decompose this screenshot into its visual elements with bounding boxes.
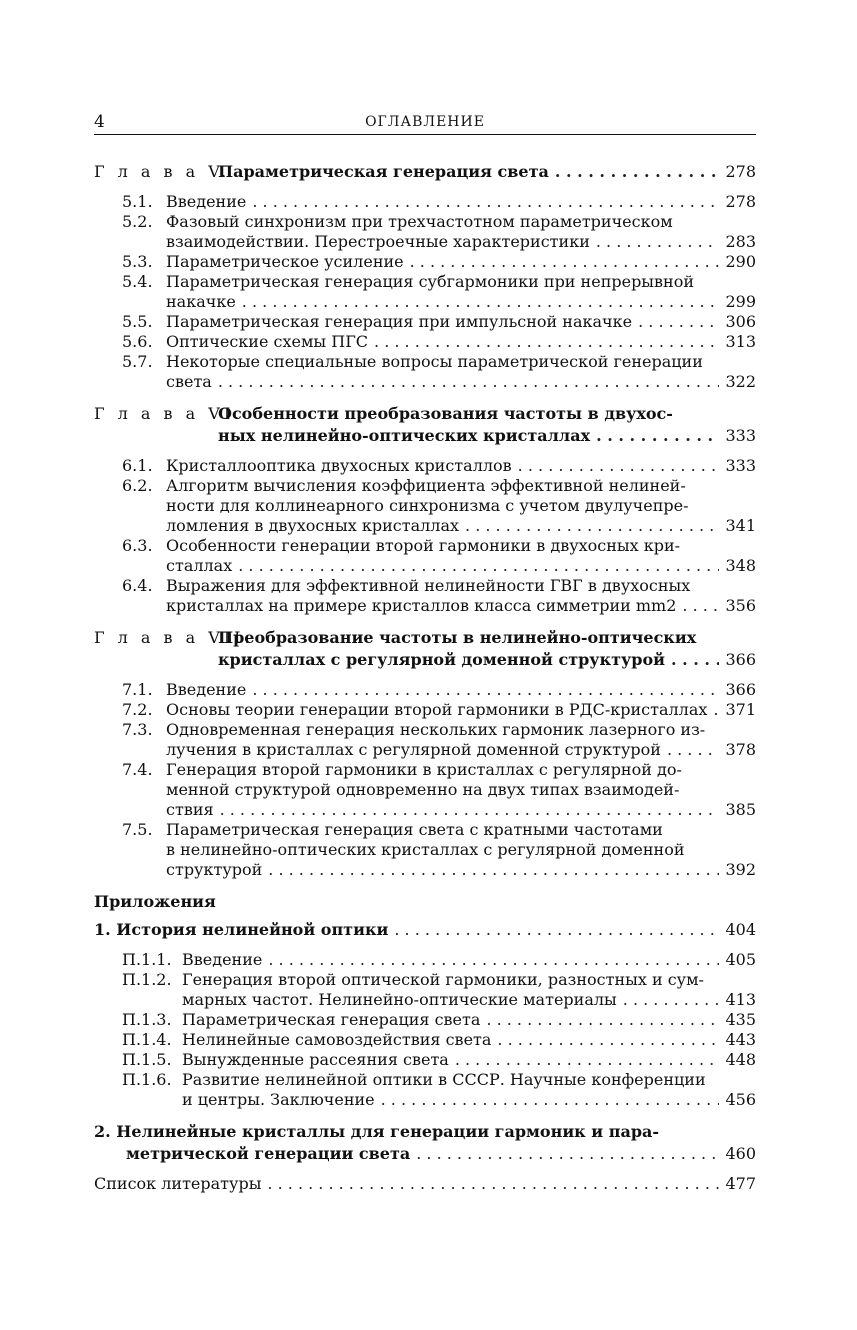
section-title: Генерация второй оптической гармоники, разностных и сум- xyxy=(182,970,704,989)
toc-entry-5-7-cont xyxy=(94,372,756,392)
page-ref: 366 xyxy=(725,650,756,669)
section-number: П.1.1. xyxy=(122,950,172,969)
section-title: структурой xyxy=(166,860,263,879)
page-ref: 477 xyxy=(725,1174,756,1193)
section-number: 6.2. xyxy=(122,476,153,495)
toc-entry-5-6[interactable] xyxy=(94,332,756,352)
section-title: Вынужденные рассеяния света xyxy=(182,1050,449,1069)
chapter-6-entry-cont xyxy=(94,426,756,446)
section-number: 5.3. xyxy=(122,252,153,271)
toc-entry-5-4-cont xyxy=(94,292,756,312)
toc-entry-7-4-cont2 xyxy=(94,800,756,820)
toc-entry-p-1-6-cont xyxy=(94,1090,756,1110)
chapter-7-entry[interactable] xyxy=(94,628,756,648)
section-title: менной структурой одновременно на двух типах взаимодей- xyxy=(166,780,680,799)
page-ref: 371 xyxy=(725,700,756,719)
section-title: ломления в двухосных кристаллах xyxy=(166,516,460,535)
page-ref: 306 xyxy=(725,312,756,331)
section-number: 6.1. xyxy=(122,456,153,475)
section-title: Оптические схемы ПГС xyxy=(166,332,369,351)
toc-entry-6-2-cont xyxy=(94,496,756,516)
appendix-part-2-entry-cont xyxy=(94,1144,756,1164)
section-title: Основы теории генерации второй гармоники в РДС-кристаллах xyxy=(166,700,708,719)
page-ref: 348 xyxy=(725,556,756,575)
page-ref: 333 xyxy=(725,426,756,445)
section-number: 6.4. xyxy=(122,576,153,595)
toc-entry-7-2[interactable] xyxy=(94,700,756,720)
page-ref: 278 xyxy=(725,162,756,181)
page-ref: 435 xyxy=(725,1010,756,1029)
page-ref: 322 xyxy=(725,372,756,391)
section-title: Введение xyxy=(182,950,263,969)
chapter-title: кристаллах с регулярной доменной структурой xyxy=(218,650,665,669)
section-title: сталлах xyxy=(166,556,233,575)
section-number: 5.5. xyxy=(122,312,153,331)
section-title: Нелинейные самовоздействия света xyxy=(182,1030,492,1049)
page-ref: 405 xyxy=(725,950,756,969)
toc-entry-7-5[interactable] xyxy=(94,820,756,840)
page-ref: 404 xyxy=(725,920,756,939)
section-title: лучения в кристаллах с регулярной доменной структурой xyxy=(166,740,661,759)
toc-entry-p-1-5[interactable] xyxy=(94,1050,756,1070)
section-title: Алгоритм вычисления коэффициента эффективной нелиней- xyxy=(166,476,686,495)
page-number: 4 xyxy=(94,112,105,132)
section-number: 5.4. xyxy=(122,272,153,291)
page-ref: 283 xyxy=(725,232,756,251)
toc-entry-6-2[interactable] xyxy=(94,476,756,496)
section-title: ствия xyxy=(166,800,214,819)
chapter-6-entry[interactable] xyxy=(94,404,756,424)
section-number: П.1.4. xyxy=(122,1030,172,1049)
section-number: 7.3. xyxy=(122,720,153,739)
section-title: Параметрическая генерация света xyxy=(182,1010,481,1029)
section-number: П.1.6. xyxy=(122,1070,172,1089)
page-ref: 443 xyxy=(725,1030,756,1049)
toc-entry-6-1[interactable] xyxy=(94,456,756,476)
chapter-title: Параметрическая генерация света xyxy=(218,162,549,181)
section-title: Генерация второй гармоники в кристаллах с регулярной до- xyxy=(166,760,682,779)
section-title: Параметрическое усиление xyxy=(166,252,404,271)
running-header xyxy=(94,110,756,135)
page-ref: 333 xyxy=(725,456,756,475)
toc-entry-7-4[interactable] xyxy=(94,760,756,780)
chapter-label: Г л а в а VII. xyxy=(94,628,254,647)
appendix-heading: Приложения xyxy=(94,892,216,911)
running-title: ОГЛАВЛЕНИЕ xyxy=(365,114,485,130)
chapter-5-entry[interactable] xyxy=(94,162,756,182)
section-title: Параметрическая генерация при импульсной накачке xyxy=(166,312,633,331)
section-title: Фазовый синхронизм при трехчастотном параметрическом xyxy=(166,212,673,231)
toc-entry-5-2-cont xyxy=(94,232,756,252)
toc-entry-7-5-cont xyxy=(94,840,756,860)
section-title: Выражения для эффективной нелинейности ГВГ в двухосных xyxy=(166,576,691,595)
section-title: Кристаллооптика двухосных кристаллов xyxy=(166,456,512,475)
section-title: Особенности генерации второй гармоники в двухосных кри- xyxy=(166,536,681,555)
section-title: Параметрическая генерация субгармоники при непрерывной xyxy=(166,272,695,291)
toc-entry-6-4[interactable] xyxy=(94,576,756,596)
toc-entry-5-4[interactable] xyxy=(94,272,756,292)
chapter-7-entry-cont xyxy=(94,650,756,670)
page-ref: 290 xyxy=(725,252,756,271)
page-ref: 385 xyxy=(725,800,756,819)
chapter-label: Г л а в а VI. xyxy=(94,404,244,423)
appendix-part-2-entry[interactable] xyxy=(94,1122,756,1142)
toc-entry-7-4-cont xyxy=(94,780,756,800)
toc-entry-6-2-cont2 xyxy=(94,516,756,536)
toc-entry-7-3-cont xyxy=(94,740,756,760)
section-title: Параметрическая генерация света с кратными частотами xyxy=(166,820,663,839)
toc-entry-p-1-1[interactable] xyxy=(94,950,756,970)
appendix-part-1-entry[interactable] xyxy=(94,920,756,940)
section-number: П.1.3. xyxy=(122,1010,172,1029)
page-ref: 460 xyxy=(725,1144,756,1163)
section-title: и центры. Заключение xyxy=(182,1090,375,1109)
page-ref: 366 xyxy=(725,680,756,699)
section-title: кристаллах на примере кристаллов класса симметрии mm2 xyxy=(166,596,677,615)
page-ref: 341 xyxy=(725,516,756,535)
toc-entry-5-2[interactable] xyxy=(94,212,756,232)
toc-entry-p-1-3[interactable] xyxy=(94,1010,756,1030)
bibliography-entry[interactable] xyxy=(94,1174,756,1194)
page-ref: 413 xyxy=(725,990,756,1009)
chapter-label: Г л а в а V. xyxy=(94,162,231,181)
appendix-part-title: 2. Нелинейные кристаллы для генерации гармоник и пара- xyxy=(94,1122,660,1141)
section-title: марных частот. Нелинейно-оптические материалы xyxy=(182,990,617,1009)
page-ref: 356 xyxy=(725,596,756,615)
toc-entry-5-7[interactable] xyxy=(94,352,756,372)
chapter-title: Преобразование частоты в нелинейно-оптических xyxy=(218,628,697,647)
appendix-part-title: метрической генерации света xyxy=(126,1144,411,1163)
section-title: взаимодействии. Перестроечные характеристики xyxy=(166,232,590,251)
section-number: 7.2. xyxy=(122,700,153,719)
appendix-part-title: 1. История нелинейной оптики xyxy=(94,920,389,939)
toc-entry-5-5[interactable] xyxy=(94,312,756,332)
section-title: ности для коллинеарного синхронизма с учетом двулучепре- xyxy=(166,496,689,515)
toc-entry-6-3-cont xyxy=(94,556,756,576)
page-ref: 456 xyxy=(725,1090,756,1109)
toc-entry-p-1-4[interactable] xyxy=(94,1030,756,1050)
toc-entry-7-1[interactable] xyxy=(94,680,756,700)
toc-entry-p-1-2-cont xyxy=(94,990,756,1010)
section-title: в нелинейно-оптических кристаллах с регулярной доменной xyxy=(166,840,685,859)
section-number: 5.2. xyxy=(122,212,153,231)
chapter-title: Особенности преобразования частоты в двухос- xyxy=(218,404,673,423)
toc-entry-p-1-2[interactable] xyxy=(94,970,756,990)
toc-entry-7-5-cont2 xyxy=(94,860,756,880)
section-title: Введение xyxy=(166,680,247,699)
toc-entry-7-3[interactable] xyxy=(94,720,756,740)
toc-entry-5-3[interactable] xyxy=(94,252,756,272)
section-number: 5.1. xyxy=(122,192,153,211)
bibliography-title: Список литературы xyxy=(94,1174,262,1193)
page-ref: 299 xyxy=(725,292,756,311)
page-ref: 313 xyxy=(725,332,756,351)
section-title: света xyxy=(166,372,212,391)
toc-entry-5-1[interactable] xyxy=(94,192,756,212)
toc-entry-p-1-6[interactable] xyxy=(94,1070,756,1090)
section-title: Одновременная генерация нескольких гармоник лазерного из- xyxy=(166,720,706,739)
section-title: Введение xyxy=(166,192,247,211)
section-number: 7.1. xyxy=(122,680,153,699)
section-number: 5.7. xyxy=(122,352,153,371)
section-number: 5.6. xyxy=(122,332,153,351)
section-number: П.1.2. xyxy=(122,970,172,989)
page-ref: 448 xyxy=(725,1050,756,1069)
section-number: 7.4. xyxy=(122,760,153,779)
section-title: Развитие нелинейной оптики в СССР. Научные конференции xyxy=(182,1070,706,1089)
toc-entry-6-3[interactable] xyxy=(94,536,756,556)
section-number: 7.5. xyxy=(122,820,153,839)
section-title: накачке xyxy=(166,292,236,311)
section-number: 6.3. xyxy=(122,536,153,555)
chapter-title: ных нелинейно-оптических кристаллах xyxy=(218,426,591,445)
page-ref: 378 xyxy=(725,740,756,759)
page-ref: 392 xyxy=(725,860,756,879)
page-ref: 278 xyxy=(725,192,756,211)
toc-entry-6-4-cont xyxy=(94,596,756,616)
section-number: П.1.5. xyxy=(122,1050,172,1069)
section-title: Некоторые специальные вопросы параметрической генерации xyxy=(166,352,703,371)
